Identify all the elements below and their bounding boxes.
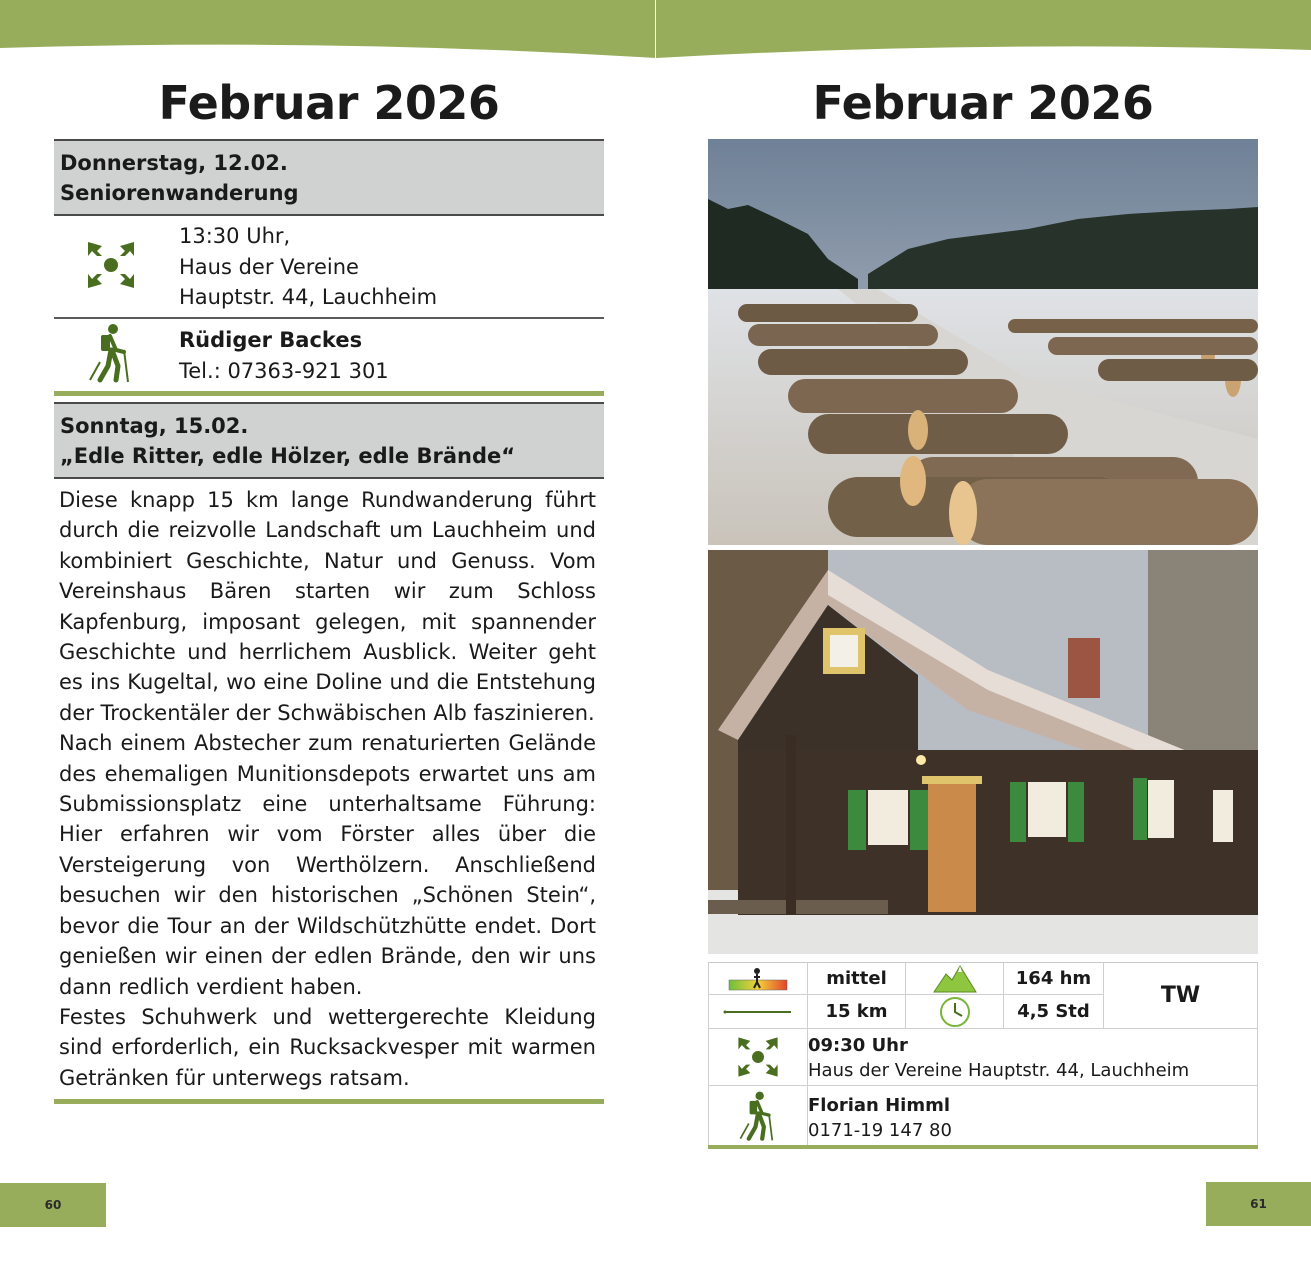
description-paragraph: Nach einem Abstecher zum renaturierten Gelände des ehemaligen Munitionsdepots erwartet uns am Submissionsplatz eine unterhaltsame Führung: Hier erfahren wir vom Förster alles über die Versteigerung von Werthölzern. Anschließend besuchen wir den historischen „Schönen Stein“, bevor die Tour an der Wildschützhütte endet. Dort genießen wir einen der edlen Brände, den wir uns dann redlich verdient haben. (59, 731, 596, 999)
event-date: Donnerstag, 12.02. (60, 151, 288, 175)
leader-details (808, 1093, 952, 1143)
event-header-1 (54, 139, 604, 216)
leader-name: Florian Himml (808, 1095, 951, 1116)
leader-phone: Tel.: 07363-921 301 (179, 358, 389, 383)
divider-green (708, 1145, 1258, 1149)
event-header-2 (54, 402, 604, 479)
event-description (59, 485, 596, 1093)
guide-code: TW (1104, 963, 1258, 1029)
page-title-left: Februar 2026 (158, 76, 500, 130)
tour-stats-table (708, 962, 1258, 1148)
event-date: Sonntag, 15.02. (60, 414, 249, 438)
meeting-row (54, 216, 604, 318)
distance-line-icon (708, 995, 808, 1029)
distance-value: 15 km (808, 995, 906, 1029)
elevation-value: 164 hm (1004, 963, 1104, 995)
clock-icon (906, 995, 1004, 1029)
divider (54, 317, 604, 319)
log-pile-photo (708, 139, 1258, 545)
forest-hut-photo (708, 550, 1258, 954)
top-banner-right (656, 0, 1311, 62)
mountain-icon (906, 963, 1004, 995)
meeting-details (808, 1033, 1189, 1083)
meeting-point-icon (708, 1029, 808, 1086)
divider-green (54, 1099, 604, 1104)
leader-row (54, 320, 604, 390)
meeting-address: Hauptstr. 44, Lauchheim (179, 285, 438, 309)
meeting-place: Haus der Vereine (179, 254, 359, 279)
event-name: Seniorenwanderung (60, 181, 299, 205)
page-title-right: Februar 2026 (812, 76, 1154, 130)
hiker-icon (86, 322, 136, 389)
page-number-right: 61 (1206, 1182, 1311, 1226)
meeting-time: 13:30 Uhr, (179, 224, 291, 248)
difficulty-meter-icon (708, 963, 808, 995)
divider-green (54, 391, 604, 396)
event-name: „Edle Ritter, edle Hölzer, edle Brände“ (60, 444, 516, 468)
leader-name: Rüdiger Backes (179, 328, 363, 352)
meeting-point-icon (84, 238, 138, 297)
difficulty-value: mittel (808, 963, 906, 995)
top-banner-left (0, 0, 655, 62)
description-paragraph: Diese knapp 15 km lange Rundwanderung führt durch die reizvolle Landschaft um Lauchheim und kombiniert Geschichte, Natur und Genuss. Vom Vereinshaus Bären starten wir zum Schloss Kapfenburg, imposant gelegen, mit spannender Geschichte und herrlichem Ausblick. Weiter geht es ins Kugeltal, wo eine Doline und die Entstehung der Trockentäler der Schwäbischen Alb faszinieren. (59, 488, 596, 725)
duration-value: 4,5 Std (1004, 995, 1104, 1029)
description-paragraph: Festes Schuhwerk und wettergerechte Kleidung sind erforderlich, ein Rucksackvesper mit warmen Getränken für unterwegs ratsam. (59, 1004, 596, 1090)
leader-phone: 0171-19 147 80 (808, 1120, 952, 1141)
page-number-left: 60 (0, 1183, 106, 1227)
meeting-place: Haus der Vereine Hauptstr. 44, Lauchheim (808, 1060, 1190, 1081)
hiker-icon (708, 1086, 808, 1146)
meeting-time: 09:30 Uhr (808, 1035, 908, 1056)
